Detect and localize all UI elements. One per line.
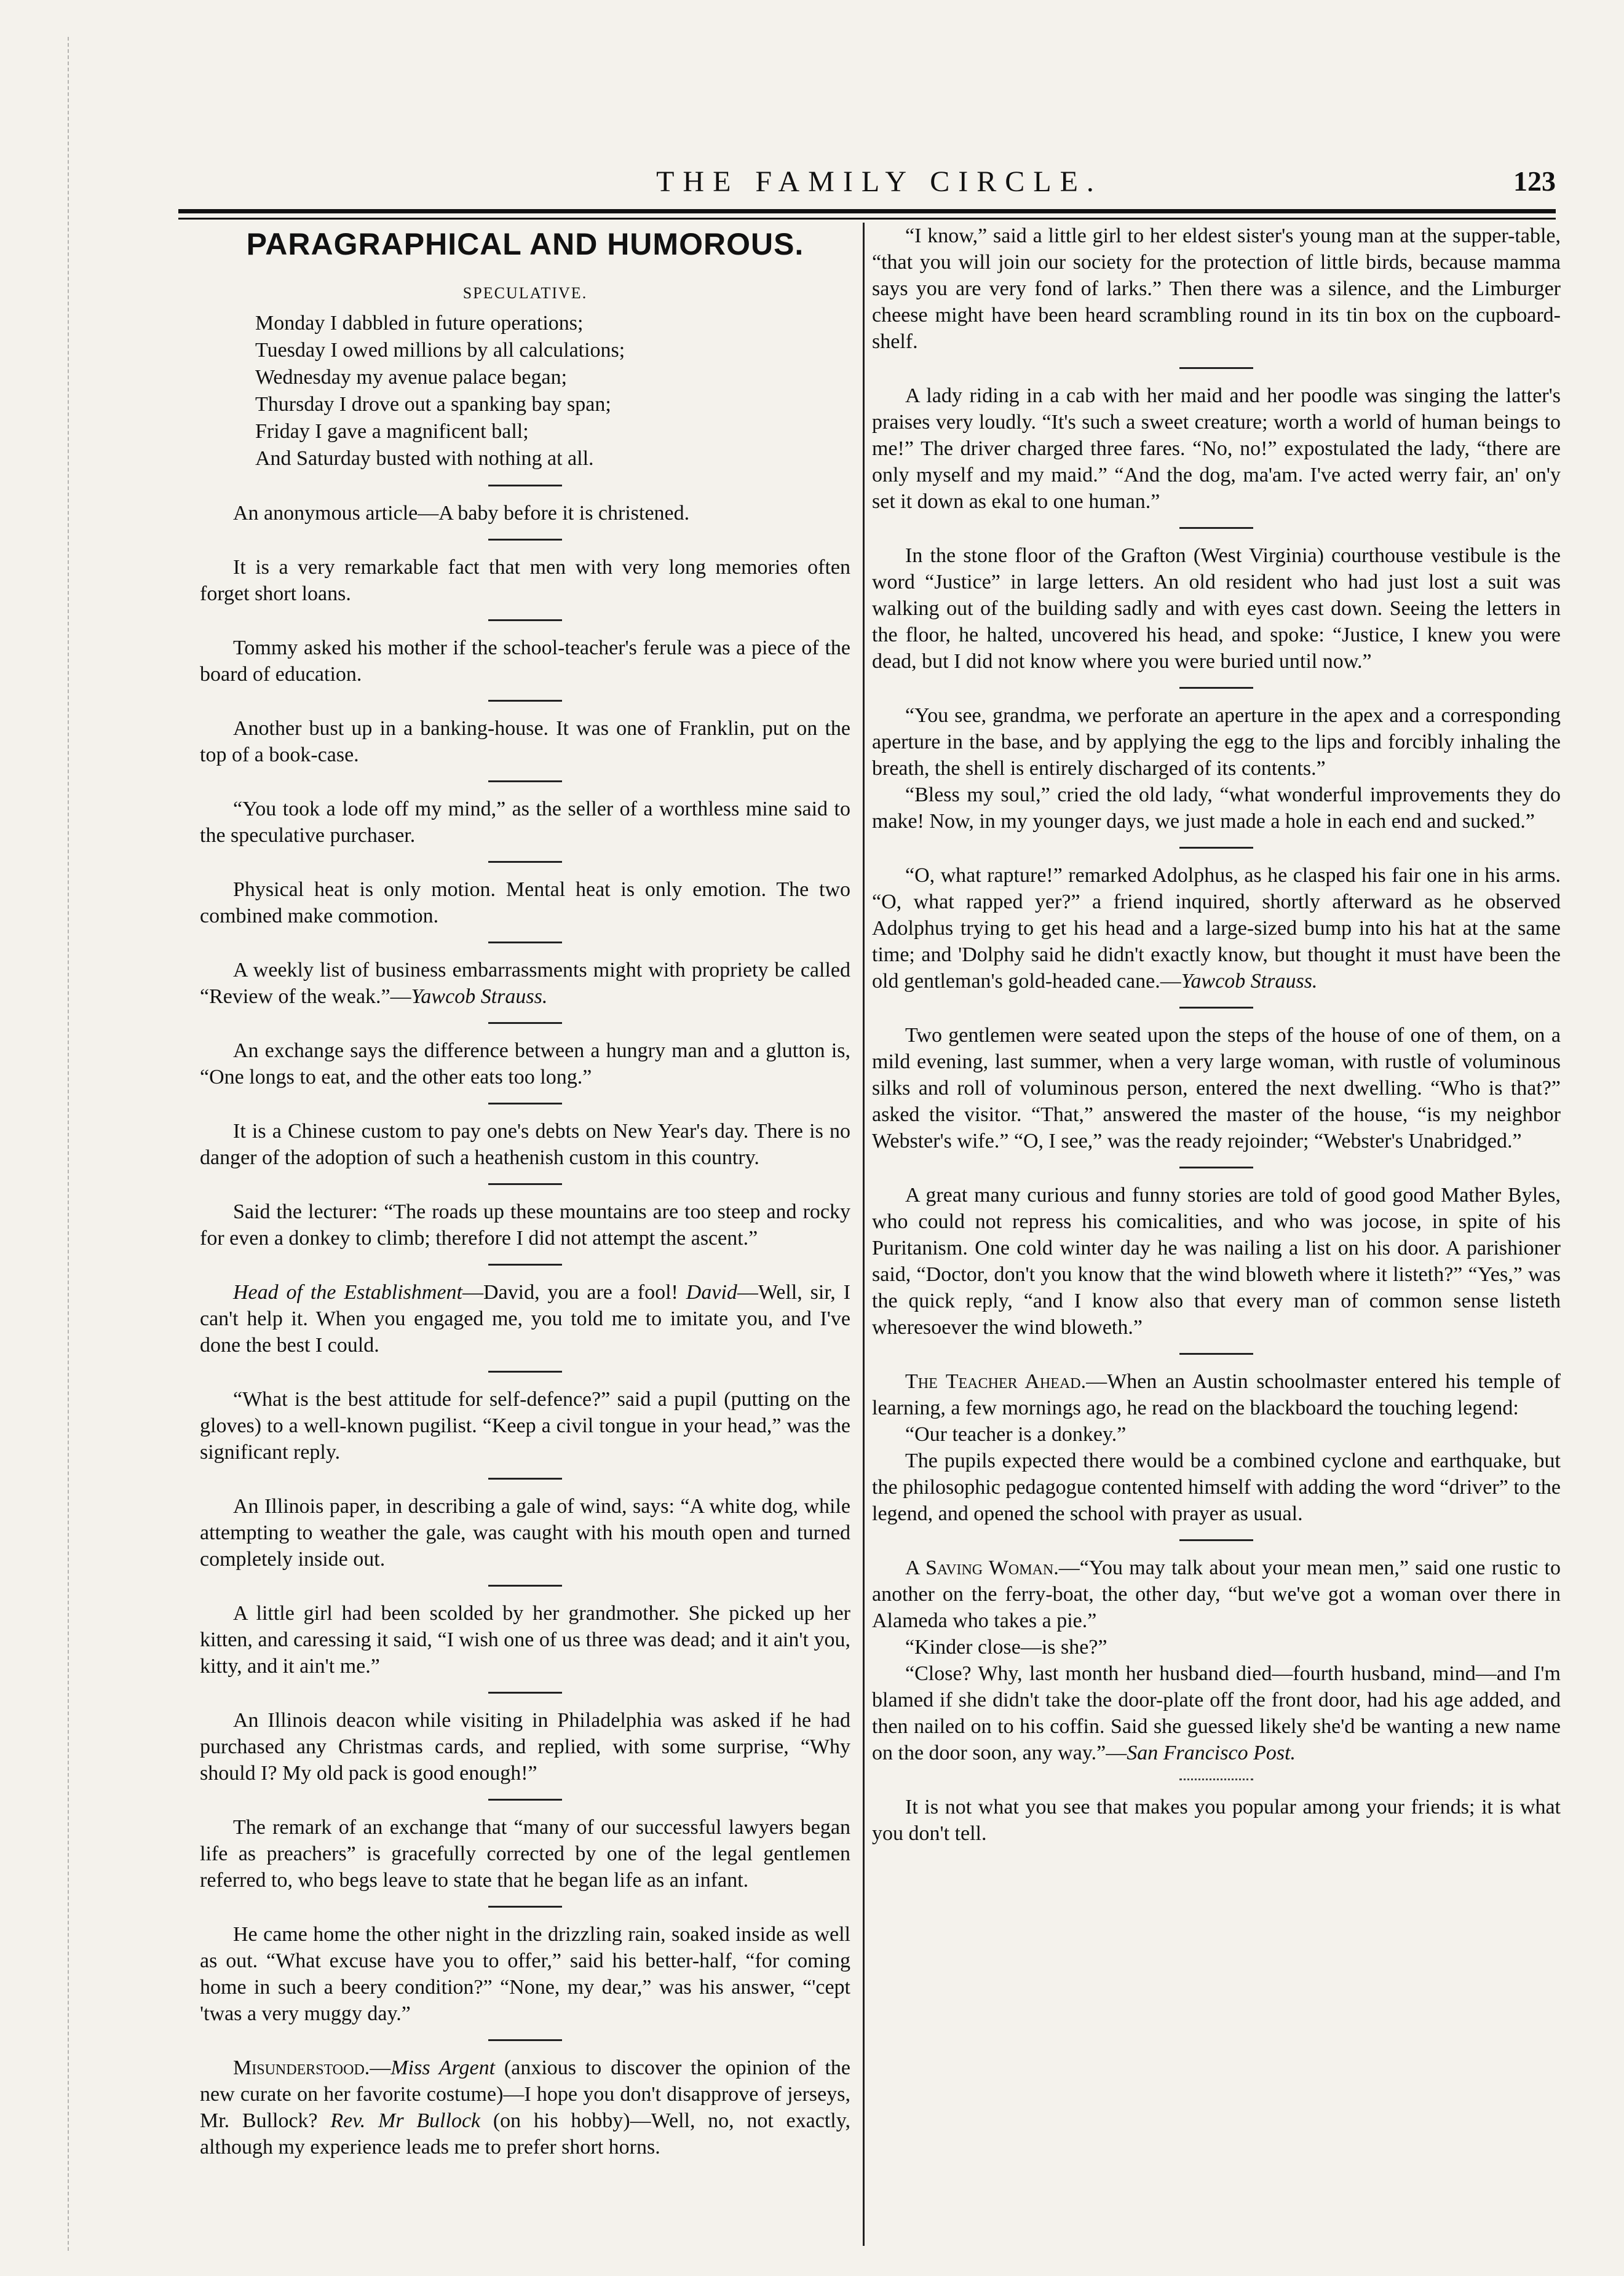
- attribution: San Francisco Post.: [1127, 1742, 1296, 1764]
- separator: [488, 1264, 562, 1266]
- paragraph-text: —“You may talk about your mean men,” said one rustic to another on the ferry-boat, the other day, “but we've got a woman over there in Alameda who takes a pie.”: [872, 1556, 1561, 1632]
- paragraph: An Illinois deacon while visiting in Philadelphia was asked if he had purchased any Christmas cards, and replied, with some surprise, “Why should I? My old pack is good enough!”: [200, 1709, 850, 1785]
- poem-line: Wednesday my avenue palace began;: [255, 366, 568, 389]
- speaker-label: Rev. Mr Bullock: [330, 2109, 481, 2132]
- poem-line: Thursday I drove out a spanking bay span;: [255, 393, 611, 416]
- separator: [488, 1585, 562, 1587]
- running-title: THE FAMILY CIRCLE.: [656, 165, 1103, 198]
- binding-margin: [18, 37, 69, 2251]
- separator: [488, 619, 562, 621]
- paragraph: [200, 957, 850, 1010]
- paragraph: “You took a lode off my mind,” as the seller of a worthless mine said to the speculative purchaser.: [200, 798, 850, 847]
- paragraph-text: “You see, grandma, we perforate an aperture in the apex and a corresponding aperture in the base, and by applying the egg to the lips and forcibly inhaling the breath, the shell is entirely discharged of its contents.”: [872, 704, 1561, 780]
- separator: [488, 1103, 562, 1104]
- paragraph-text: —David, you are a fool!: [462, 1281, 686, 1304]
- header-rule-thick: [178, 209, 1556, 213]
- poem-line: Tuesday I owed millions by all calculations;: [255, 339, 625, 362]
- paragraph: It is a Chinese custom to pay one's debts on New Year's day. There is no danger of the adoption of such a heathenish custom in this country.: [200, 1120, 850, 1169]
- attribution: Yawcob Strauss.: [1181, 970, 1318, 993]
- paragraph: The remark of an exchange that “many of our successful lawyers began life as preachers” is gracefully corrected by one of the legal gentlemen referred to, who begs leave to state that he began life as an infant.: [200, 1816, 850, 1892]
- poem-line: Monday I dabbled in future operations;: [255, 312, 584, 335]
- paragraph: Tommy asked his mother if the school-teacher's ferule was a piece of the board of education.: [200, 636, 850, 686]
- paragraph: Physical heat is only motion. Mental heat is only emotion. The two combined make commotion.: [200, 878, 850, 927]
- separator: [1179, 1353, 1253, 1355]
- poem-title: SPECULATIVE.: [462, 284, 588, 302]
- poem-line: And Saturday busted with nothing at all.: [255, 447, 594, 470]
- paragraph-text: “Bless my soul,” cried the old lady, “what wonderful improvements they do make! Now, in my younger days, we just made a hole in each end and sucked.”: [872, 783, 1561, 833]
- item-lead: The Teacher Ahead.: [905, 1370, 1087, 1393]
- paragraph-text: “Our teacher is a donkey.”: [905, 1423, 1127, 1446]
- separator: [488, 539, 562, 541]
- paragraph: A little girl had been scolded by her grandmother. She picked up her kitten, and caressing it said, “I wish one of us three was dead; and it ain't you, kitty, and it ain't me.”: [200, 1602, 850, 1678]
- paragraph: [200, 1279, 850, 1358]
- item-lead: A Saving Woman.: [905, 1556, 1059, 1579]
- paragraph-text: —Well, sir, I can't help it. When you engaged me, you told me to imitate you, and I've done the best I could.: [200, 1281, 851, 1357]
- speaker-label: Miss Argent: [390, 2056, 496, 2079]
- poem-line: Friday I gave a magnificent ball;: [255, 420, 529, 443]
- separator: [488, 2039, 562, 2041]
- paragraph: Two gentlemen were seated upon the steps of the house of one of them, on a mild evening, last summer, when a very large woman, with rustle of voluminous silks and roll of voluminous person, entered the next dwelling. “Who is that?” asked the visitor. “That,” answered the master of the house, “is my neighbor Webster's wife.” “O, I see,” was the ready rejoinder; “Webster's Unabridged.”: [872, 1024, 1561, 1152]
- paragraph-text: —When an Austin schoolmaster entered his temple of learning, a few mornings ago, he read on the blackboard the touching legend:: [872, 1370, 1561, 1419]
- separator: [488, 942, 562, 943]
- paragraph: Another bust up in a banking-house. It was one of Franklin, put on the top of a book-case.: [200, 717, 850, 766]
- paragraph: In the stone floor of the Grafton (West Virginia) courthouse vestibule is the word “Justice” in large letters. An old resident who had just lost a suit was walking out of the building sadly and with eyes cast down. Seeing the letters in the floor, he halted, uncovered his head, and spoke: “Justice, I knew you were dead, but I did not know where you were buried until now.”: [872, 544, 1561, 673]
- paragraph: “What is the best attitude for self-defence?” said a pupil (putting on the gloves) to a well-known pugilist. “Keep a civil tongue in your head,” was the significant reply.: [200, 1388, 850, 1464]
- separator: [1179, 367, 1253, 369]
- separator: [488, 1906, 562, 1908]
- separator: [488, 1371, 562, 1373]
- separator: [488, 700, 562, 702]
- paragraph: “I know,” said a little girl to her eldest sister's young man at the supper-table, “that you will join our society for the protection of little birds, because mamma says you are very fond of larks.” Then there was a silence, and the Limburger cheese might have been heard scrambling round in its tin box on the cupboard-shelf.: [872, 224, 1561, 353]
- separator: [488, 780, 562, 782]
- paragraph: A great many curious and funny stories are told of good good Mather Byles, who could not repress his comicalities, and who was jocose, in spite of his Puritanism. One cold winter day he was nailing a list on his door. A parishioner said, “Doctor, don't you know that the wind bloweth where it listeth?” “Yes,” was the quick reply, “and I know also that every man of common sense listeth wheresoever the wind bloweth.”: [872, 1184, 1561, 1339]
- paragraph-text: The pupils expected there would be a combined cyclone and earthquake, but the philosophic pedagogue contented himself with adding the word “driver” to the legend, and opened the school with prayer as usual.: [872, 1449, 1561, 1525]
- paragraph: It is a very remarkable fact that men with very long memories often forget short loans.: [200, 556, 850, 605]
- paragraph: It is not what you see that makes you popular among your friends; it is what you don't tell.: [872, 1796, 1561, 1845]
- separator: [488, 1692, 562, 1694]
- paragraph-text: (on his hobby)—Well, no, not exactly, although my experience leads me to prefer short horns.: [200, 2109, 851, 2159]
- paragraph-text: “O, what rapture!” remarked Adolphus, as he clasped his fair one in his arms. “O, what rapped yer?” a friend inquired, shortly afterward as he observed Adolphus trying to get his head and a large-sized bump into his hat at the same time; and 'Dolphy said he didn't exactly know, but thought it must have been the old gentleman's gold-headed cane.—: [872, 864, 1561, 993]
- header-rule-thin: [178, 218, 1556, 220]
- paragraph-text: A weekly list of business embarrassments might with propriety be called “Review of the weak.”—: [200, 959, 850, 1008]
- separator: [1179, 1539, 1253, 1541]
- separator: [1179, 1167, 1253, 1168]
- separator: [1179, 1007, 1253, 1009]
- paragraph: [200, 2055, 850, 2160]
- paragraph-text: “Kinder close—is she?”: [905, 1636, 1107, 1659]
- separator: [1179, 1778, 1253, 1780]
- section-heading: PARAGRAPHICAL AND HUMOROUS.: [246, 227, 804, 261]
- right-column: [872, 223, 1561, 1847]
- separator: [488, 861, 562, 863]
- paragraph: [872, 862, 1561, 994]
- paragraph-text: (anxious to discover the opinion of the new curate on her favorite costume)—I hope you don't disapprove of jerseys, Mr. Bullock?: [200, 2056, 850, 2132]
- poem: [255, 310, 850, 472]
- paragraph: An anonymous article—A baby before it is christened.: [233, 502, 690, 525]
- separator: [488, 1183, 562, 1185]
- attribution: Yawcob Strauss.: [411, 985, 548, 1008]
- item-lead: Misunderstood.: [233, 2056, 370, 2079]
- paragraph: He came home the other night in the drizzling rain, soaked inside as well as out. “What excuse have you to offer,” said his better-half, “for coming home in such a beery condition?” “None, my dear,” was his answer, “'cept 'twas a very muggy day.”: [200, 1923, 850, 2025]
- separator: [1179, 687, 1253, 689]
- speaker-label: Head of the Establishment: [233, 1281, 462, 1304]
- paragraph: [872, 702, 1561, 835]
- paragraph: [872, 1555, 1561, 1766]
- separator: [488, 1478, 562, 1480]
- paragraph-text: “Close? Why, last month her husband died—fourth husband, mind—and I'm blamed if she didn't take the door-plate off the front door, had his age added, and then nailed on to his coffin. Said she guessed likely she'd be wanting a new name on the door soon, any way.”—: [872, 1662, 1561, 1764]
- column-divider: [863, 223, 865, 2246]
- paragraph-text: —: [370, 2056, 391, 2079]
- paragraph: A lady riding in a cab with her maid and her poodle was singing the latter's praises very loudly. “It's such a sweet creature; worth a world of human beings to me!” The driver charged three fares. “No, no!” expostulated the lady, “there are only myself and my maid.” “And the dog, ma'am. I've acted werry fair, an' on'y set it down as ekal to one human.”: [872, 384, 1561, 513]
- speaker-label: David: [686, 1281, 737, 1304]
- paragraph: Said the lecturer: “The roads up these mountains are too steep and rocky for even a donkey to climb; therefore I did not attempt the ascent.”: [200, 1200, 850, 1250]
- paragraph: [872, 1368, 1561, 1527]
- separator: [488, 1022, 562, 1024]
- left-column: [200, 223, 850, 2160]
- separator: [1179, 527, 1253, 529]
- paragraph: An exchange says the difference between a hungry man and a glutton is, “One longs to eat, and the other eats too long.”: [200, 1039, 850, 1088]
- separator: [488, 485, 562, 486]
- paragraph: An Illinois paper, in describing a gale of wind, says: “A white dog, while attempting to weather the gale, was caught with his mouth open and turned completely inside out.: [200, 1495, 850, 1571]
- page-number: 123: [1513, 165, 1556, 197]
- page-header: [178, 161, 1580, 204]
- separator: [488, 1799, 562, 1801]
- separator: [1179, 847, 1253, 849]
